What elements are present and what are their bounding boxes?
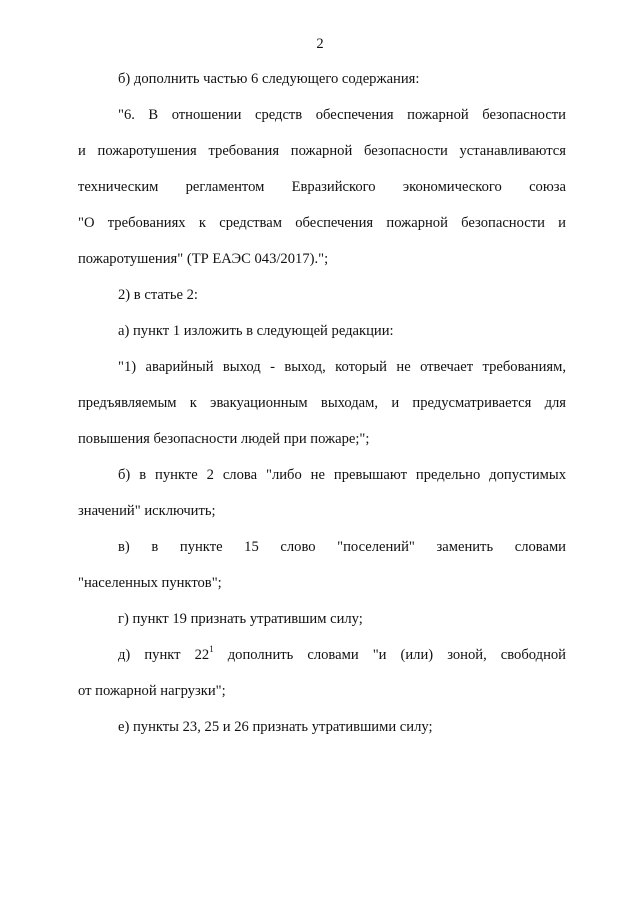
paragraph-line: "1) аварийный выход - выход, который не отвечает требованиям, — [118, 359, 566, 375]
paragraph-line: б) дополнить частью 6 следующего содержания: — [118, 71, 420, 87]
paragraph-line: б) в пункте 2 слова "либо не превышают предельно допустимых — [118, 467, 566, 483]
paragraph-line: "О требованиях к средствам обеспечения пожарной безопасности и — [78, 215, 566, 231]
paragraph-line: предъявляемым к эвакуационным выходам, и предусматривается для — [78, 395, 566, 411]
paragraph-line: а) пункт 1 изложить в следующей редакции: — [118, 323, 394, 339]
paragraph-line: "6. В отношении средств обеспечения пожарной безопасности — [118, 107, 566, 123]
paragraph-line: "населенных пунктов"; — [78, 575, 222, 591]
paragraph-line: пожаротушения" (ТР ЕАЭС 043/2017)."; — [78, 251, 329, 267]
paragraph-text: дополнить словами "и (или) зоной, свободной — [213, 647, 566, 663]
superscript: 1 — [209, 644, 214, 655]
paragraph-line — [118, 646, 566, 664]
paragraph-line: и пожаротушения требования пожарной безопасности устанавливаются — [78, 143, 566, 159]
page-number: 2 — [316, 36, 324, 52]
paragraph-line: техническим регламентом Евразийского экономического союза — [78, 179, 566, 195]
paragraph-line: в) в пункте 15 слово "поселений" заменить словами — [118, 539, 566, 555]
paragraph-line: 2) в статье 2: — [118, 287, 198, 303]
paragraph-line: г) пункт 19 признать утратившим силу; — [118, 611, 363, 627]
paragraph-line: е) пункты 23, 25 и 26 признать утратившими силу; — [118, 719, 433, 735]
paragraph-line: повышения безопасности людей при пожаре;"; — [78, 431, 370, 447]
paragraph-text: д) пункт 22 — [118, 647, 210, 663]
paragraph-line: значений" исключить; — [78, 503, 216, 519]
paragraph-line: от пожарной нагрузки"; — [78, 683, 226, 699]
